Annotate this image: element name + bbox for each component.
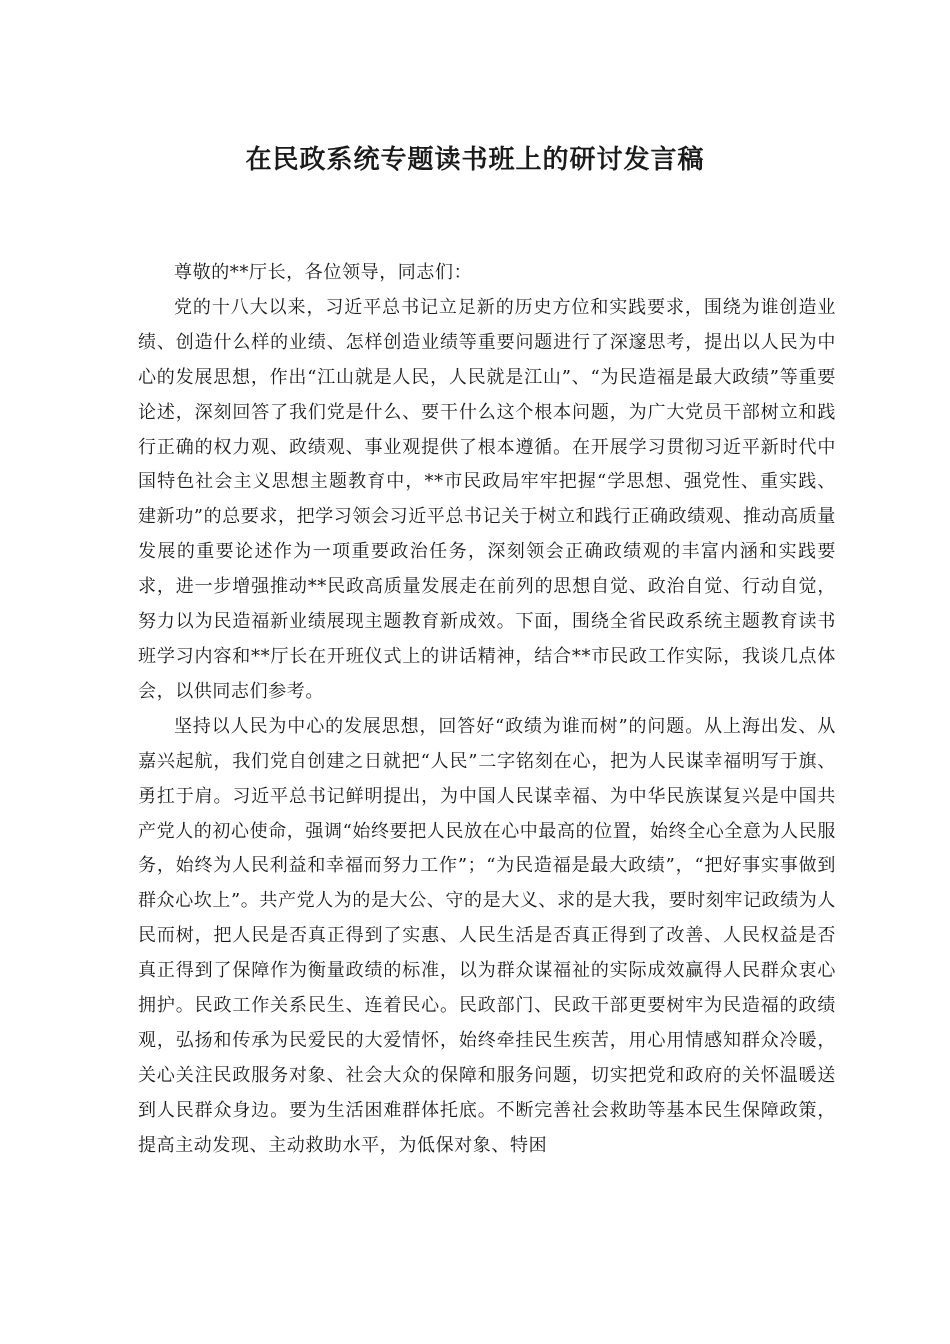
- document-title: 在民政系统专题读书班上的研讨发言稿: [245, 145, 705, 175]
- salutation: 尊敬的**厅长，各位领导，同志们：: [174, 262, 473, 283]
- paragraph-1: 党的十八大以来，习近平总书记立足新的历史方位和实践要求，围绕为谁创造业绩、创造什么样的业绩、怎样创造业绩等重要问题进行了深邃思考，提出以人民为中心的发展思想，作出“江山就是人民，人民就是江山”、“为民造福是最大政绩”等重要论述，深刻回答了我们党是什么、要干什么这个根本问题，为广大党员干部树立和践行正确的权力观、政绩观、事业观提供了根本遵循。在开展学习贯彻习近平新时代中国特色社会主义思想主题教育中，**市民政局牢牢把握“学思想、强党性、重实践、建新功”的总要求，把学习领会习近平总书记关于树立和践行正确政绩观、推动高质量发展的重要论述作为一项重要政治任务，深刻领会正确政绩观的丰富内涵和实践要求，进一步增强推动**民政高质量发展走在前列的思想自觉、政治自觉、行动自觉，努力以为民造福新业绩展现主题教育新成效。下面，围绕全省民政系统主题教育读书班学习内容和**厅长在开班仪式上的讲话精神，结合**市民政工作实际，我谈几点体会，以供同志们参考。: [138, 296, 836, 702]
- document-body: [138, 256, 836, 1164]
- paragraph-2: 坚持以人民为中心的发展思想，回答好“政绩为谁而树”的问题。从上海出发、从嘉兴起航，我们党自创建之日就把“人民”二字铭刻在心，把为人民谋幸福明写于旗、勇扛于肩。习近平总书记鲜明提出，为中国人民谋幸福、为中华民族谋复兴是中国共产党人的初心使命，强调“始终要把人民放在心中最高的位置，始终全心全意为人民服务，始终为人民利益和幸福而努力工作”；“为民造福是最大政绩”，“把好事实事做到群众心坎上”。共产党人为的是大公、守的是大义、求的是大我，要时刻牢记政绩为人民而树，把人民是否真正得到了实惠、人民生活是否真正得到了改善、人民权益是否真正得到了保障作为衡量政绩的标准，以为群众谋福祉的实际成效赢得人民群众衷心拥护。民政工作关系民生、连着民心。民政部门、民政干部更要树牢为民造福的政绩观，弘扬和传承为民爱民的大爱情怀，始终牵挂民生疾苦，用心用情感知群众冷暖，关心关注民政服务对象、社会大众的保障和服务问题，切实把党和政府的关怀温暖送到人民群众身边。要为生活困难群体托底。不断完善社会救助等基本民生保障政策，提高主动发现、主动救助水平，为低保对象、特困: [138, 715, 836, 1156]
